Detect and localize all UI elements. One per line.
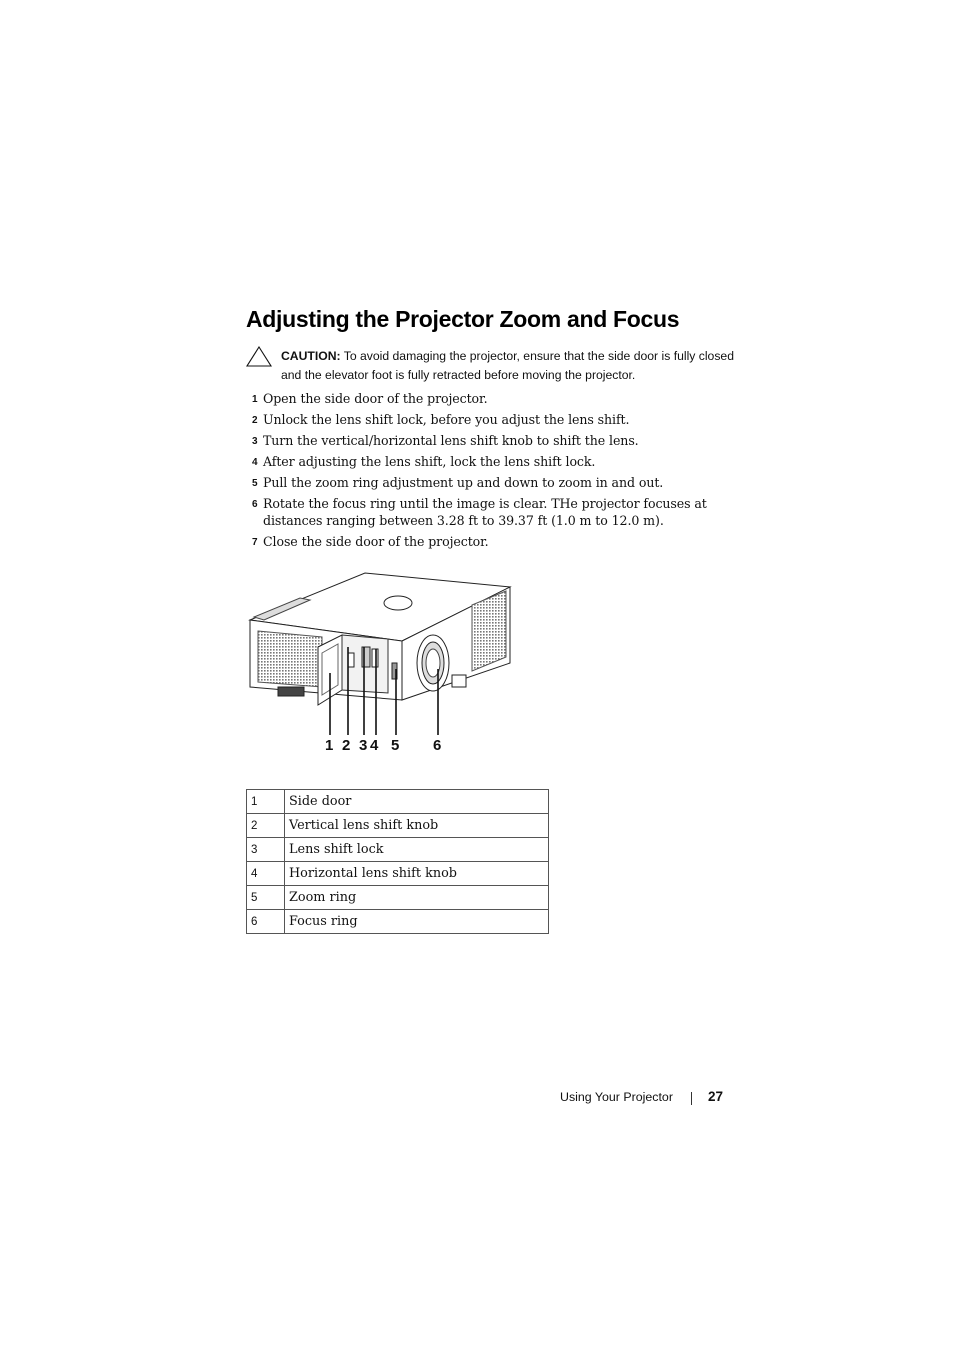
callout-3: 3: [359, 737, 368, 754]
step-item: [252, 495, 742, 529]
step-number: 3: [252, 436, 258, 447]
legend-label: Vertical lens shift knob: [285, 814, 549, 838]
table-row: [247, 814, 549, 838]
callout-1: 1: [325, 737, 334, 754]
legend-number: 6: [247, 910, 285, 934]
legend-label: Horizontal lens shift knob: [285, 862, 549, 886]
legend-number: 5: [247, 886, 285, 910]
projector-illustration: [240, 565, 530, 760]
page-title: Adjusting the Projector Zoom and Focus: [246, 306, 680, 332]
page-number: 27: [708, 1089, 724, 1104]
caution-label: CAUTION:: [281, 349, 341, 363]
caution-triangle-icon: [246, 346, 272, 368]
step-item: [252, 453, 742, 470]
step-item: [252, 432, 742, 449]
legend-number: 3: [247, 838, 285, 862]
legend-label: Zoom ring: [285, 886, 549, 910]
legend-label: Lens shift lock: [285, 838, 549, 862]
step-number: 1: [252, 394, 258, 405]
callout-6: 6: [433, 737, 442, 754]
step-number: 2: [252, 415, 258, 426]
step-text: Unlock the lens shift lock, before you adjust the lens shift.: [263, 412, 630, 427]
step-item: [252, 474, 742, 491]
step-number: 7: [252, 537, 258, 548]
step-number: 5: [252, 478, 258, 489]
legend-label: Side door: [285, 790, 549, 814]
legend-label: Focus ring: [285, 910, 549, 934]
step-text: After adjusting the lens shift, lock the lens shift lock.: [263, 454, 596, 469]
step-item: [252, 390, 742, 407]
table-row: [247, 886, 549, 910]
callout-5: 5: [391, 737, 400, 754]
footer-separator: [691, 1092, 692, 1105]
table-row: [247, 910, 549, 934]
projector-body: [250, 573, 510, 705]
step-item: [252, 411, 742, 428]
legend-number: 1: [247, 790, 285, 814]
legend-number: 2: [247, 814, 285, 838]
table-row: [247, 838, 549, 862]
step-number: 4: [252, 457, 258, 468]
caution-text: To avoid damaging the projector, ensure that the side door is fully closed and the elevator foot is fully retracted before moving the projector.: [281, 349, 734, 382]
page-footer: [560, 1088, 740, 1108]
table-row: [247, 790, 549, 814]
legend-number: 4: [247, 862, 285, 886]
callout-2: 2: [342, 737, 351, 754]
step-text: Turn the vertical/horizontal lens shift knob to shift the lens.: [263, 433, 639, 448]
caution-text-block: [281, 347, 736, 385]
step-item: [252, 533, 742, 550]
step-text: Pull the zoom ring adjustment up and down to zoom in and out.: [263, 475, 664, 490]
callout-4: 4: [370, 737, 379, 754]
footer-section-title: Using Your Projector: [560, 1090, 673, 1104]
step-number: 6: [252, 499, 258, 510]
step-text: Close the side door of the projector.: [263, 534, 489, 549]
legend-table: [246, 789, 549, 934]
step-text: Rotate the focus ring until the image is clear. THe projector focuses at distances ranging between 3.28 ft to 39.37 ft (1.0 m to 12.0 m).: [263, 496, 707, 528]
table-row: [247, 862, 549, 886]
step-text: Open the side door of the projector.: [263, 391, 488, 406]
